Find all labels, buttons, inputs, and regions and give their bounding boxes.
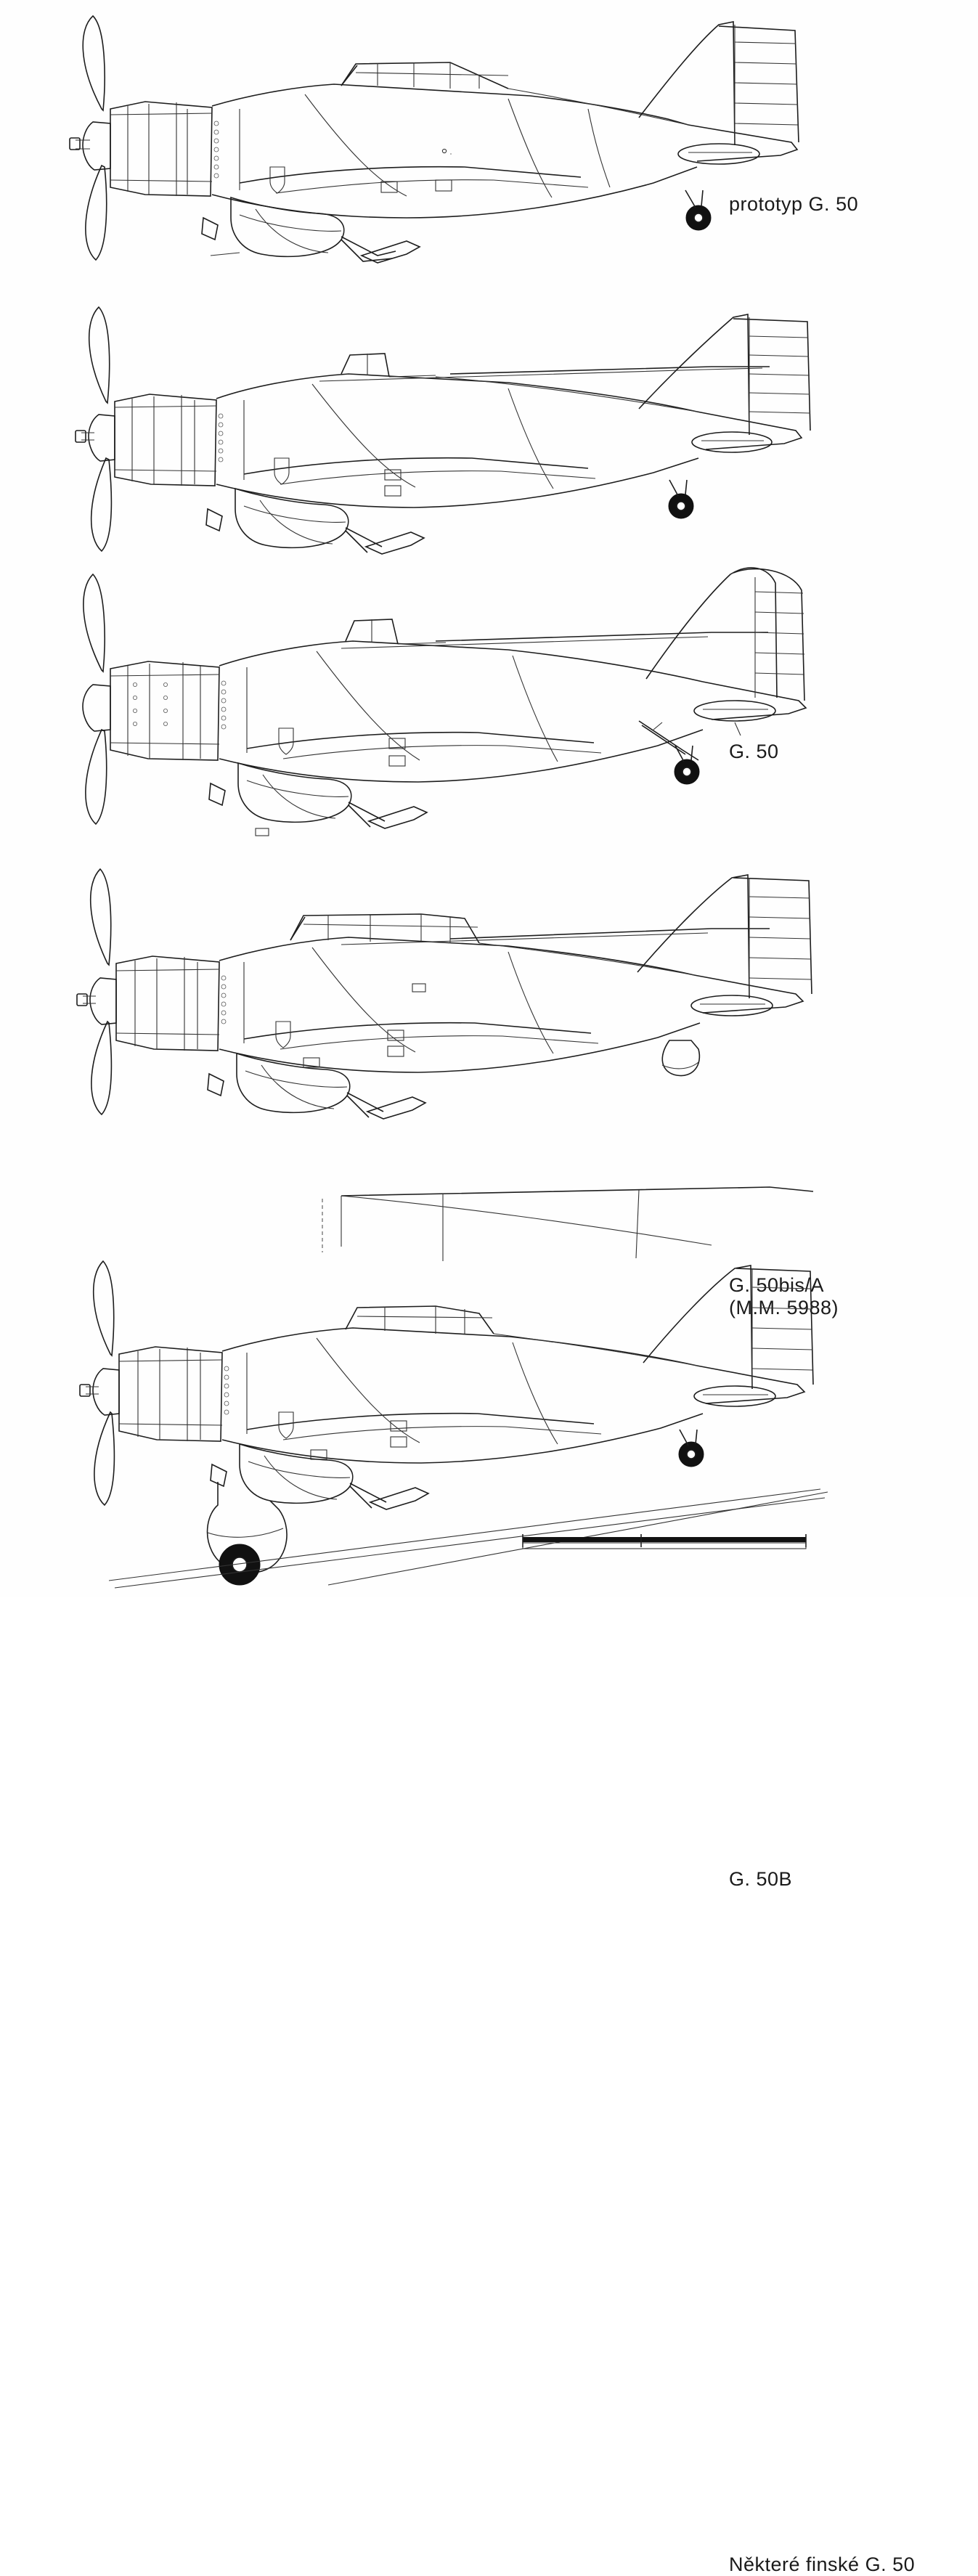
aircraft-side-view-prototype (0, 0, 978, 283)
caption-text: prototyp G. 50 (729, 193, 859, 215)
caption-text: G. 50bis/A (729, 1274, 825, 1296)
caption-text: Některé finské G. 50 (729, 2553, 916, 2575)
variant-g50bis-a (0, 548, 978, 1318)
caption-text: G. 50 (729, 741, 779, 762)
caption-g50b (729, 1868, 792, 1891)
variant-prototype (0, 0, 978, 283)
caption-text: G. 50B (729, 1868, 793, 1890)
variant-g50 (0, 280, 978, 762)
scale-bar (523, 1537, 806, 1542)
caption-finnish (729, 2553, 915, 2576)
caption-text-secondary: (M.M. 5988) (729, 1297, 839, 1318)
aircraft-side-view-finnish (0, 1136, 978, 1597)
caption-prototype (729, 193, 858, 216)
aircraft-side-view-g50b (0, 846, 978, 1136)
aircraft-side-view-g50 (0, 280, 978, 555)
aircraft-side-view-g50bis-a (0, 548, 978, 846)
